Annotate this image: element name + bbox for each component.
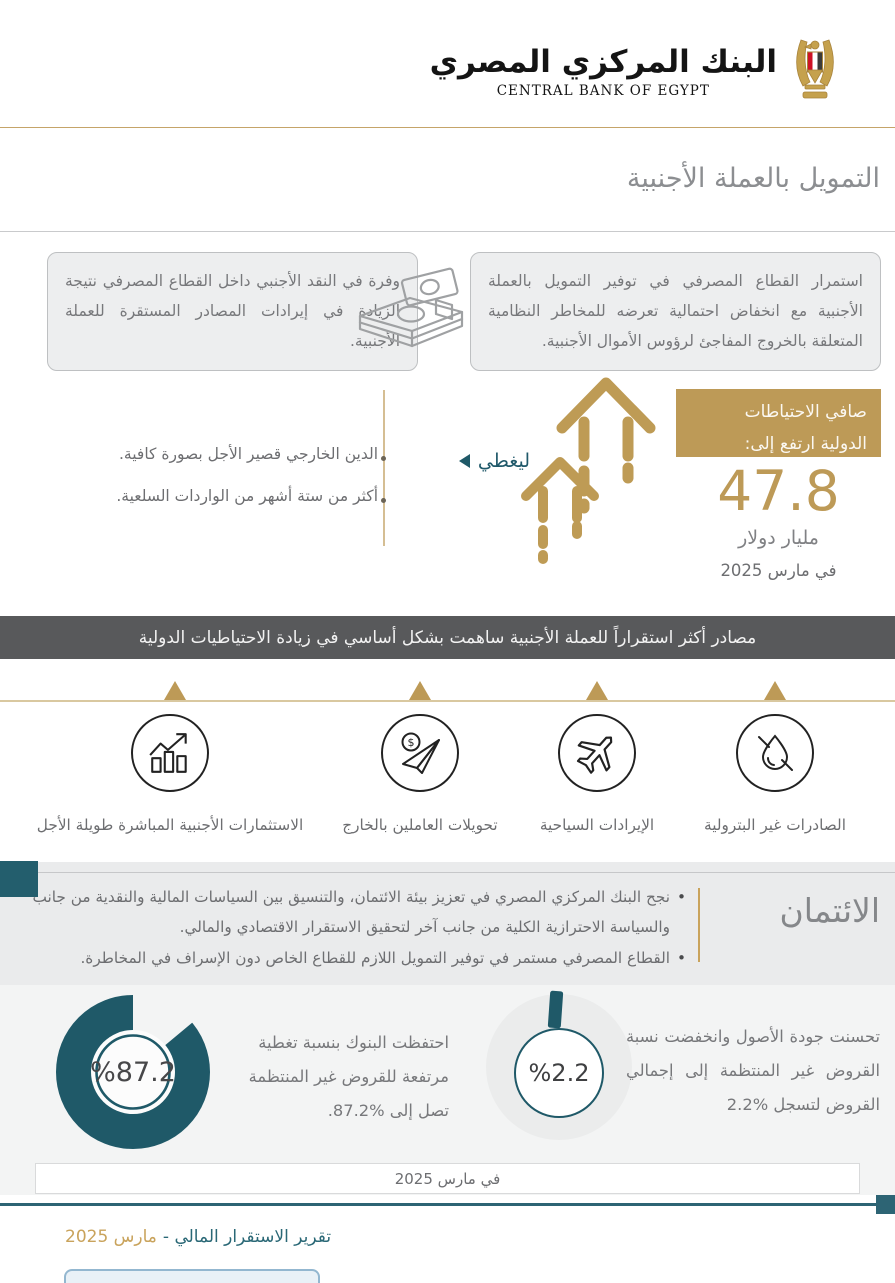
triangle-up-icon: [764, 681, 786, 700]
coverage-center-value: %87.2: [90, 1056, 176, 1088]
reserves-label-line2: الدولية ارتفع إلى:: [744, 434, 867, 455]
reserves-value: 47.8: [717, 459, 840, 523]
triangle-up-icon: [409, 681, 431, 700]
sources-banner: [0, 616, 895, 659]
source-label: الصادرات غير البترولية: [704, 816, 846, 834]
source-label: تحويلات العاملين بالخارج: [342, 816, 498, 834]
summary-box-right: استمرار القطاع المصرفي في توفير التمويل بالعملة الأجنبية مع انخفاض احتمالية تعرضه للمخاطر النظامية المتعلقة بالخروج المفاجئ لرؤوس الأموال الأجنبية.: [470, 252, 881, 371]
charts-date-text: في مارس 2025: [394, 1169, 501, 1188]
bank-name-english: CENTRAL BANK OF EGYPT: [496, 82, 710, 99]
source-label: الاستثمارات الأجنبية المباشرة طويلة الأجل: [36, 816, 304, 834]
cbe-logo-text: [430, 45, 777, 98]
footer-report-title: تقرير الاستقرار المالي -: [162, 1227, 332, 1247]
page-bottom-tab: [64, 1269, 320, 1283]
npl-center-value: %2.2: [528, 1059, 590, 1087]
covers-caption: [434, 450, 530, 472]
footer-teal-square: [876, 1195, 895, 1214]
source-label: الإيرادات السياحية: [539, 816, 655, 834]
oil-drop-crossed-icon: [736, 714, 814, 792]
charts-date-strip: [35, 1163, 860, 1194]
reserves-date: في مارس 2025: [720, 561, 837, 580]
summary-box-left: وفرة في النقد الأجنبي داخل القطاع المصرفي نتيجة الزيادة في إيرادات المصادر المستقرة للعملة الأجنبية.: [47, 252, 418, 371]
credit-bullet-1: • نجح البنك المركزي المصري في تعزيز بيئة الائتمان، والتنسيق بين السياسات المالية والنقدية من جانب والسياسة الاحترازية الكلية من جانب آخر لتحقيق الاستقرار الاقتصادي والمالي.: [28, 882, 686, 943]
reserves-bullet-rule: [383, 390, 385, 546]
sources-banner-text: مصادر أكثر استقراراً للعملة الأجنبية ساهمت بشكل أساسي في زيادة الاحتياطيات الدولية: [138, 627, 757, 648]
gold-divider-sources: [0, 700, 895, 702]
bank-name-arabic: البنك المركزي المصري: [429, 44, 777, 81]
npl-description: تحسنت جودة الأصول وانخفضت نسبة القروض غير المنتظمة إلى إجمالي القروض لتسجل %2.2: [626, 1027, 880, 1114]
credit-bullet-list: [28, 882, 686, 973]
bar-chart-growth-icon: [131, 714, 209, 792]
gold-divider-top: [0, 127, 895, 128]
triangle-up-icon: [586, 681, 608, 700]
credit-gold-divider: [698, 888, 700, 962]
credit-bullet-2: • القطاع المصرفي مستمر في توفير التمويل اللازم للقطاع الخاص دون الإسراف في المخاطرة.: [28, 943, 686, 973]
svg-text:$: $: [407, 736, 415, 749]
footer-report-date: مارس 2025: [65, 1227, 157, 1247]
bullet-dot: [381, 498, 386, 503]
reserves-unit: مليار دولار: [738, 527, 819, 549]
gray-divider: [0, 231, 895, 232]
covers-label: ليغطي: [477, 450, 530, 472]
footer-teal-rule: [0, 1203, 878, 1206]
reserves-bullet-2: أكثر من ستة أشهر من الواردات السلعية.: [116, 487, 378, 505]
credit-section-rule: [38, 872, 895, 873]
bullet-dot: [381, 456, 386, 461]
triangle-left-icon: [459, 454, 470, 468]
paper-plane-dollar-icon: [381, 714, 459, 792]
cbe-eagle-emblem-icon: [791, 38, 839, 106]
up-arrow-small-icon: [512, 452, 612, 591]
footer-caption: [65, 1227, 331, 1247]
source-foreign-direct-investment: [20, 714, 320, 834]
page-title: التمويل بالعملة الأجنبية: [626, 163, 880, 194]
reserves-gold-box: [676, 389, 881, 457]
reserves-label-line1: صافي الاحتياطات: [744, 402, 867, 422]
coverage-description: احتفظت البنوك بنسبة تغطية مرتفعة للقروض غير المنتظمة تصل إلى %87.2.: [248, 1033, 449, 1120]
banknotes-stack-icon: [352, 266, 468, 366]
cbe-logo: [430, 38, 839, 106]
triangle-up-icon: [164, 681, 186, 700]
credit-title: الائتمان: [779, 891, 880, 930]
npl-slice: [548, 991, 564, 1029]
reserves-bullet-1: الدين الخارجي قصير الأجل بصورة كافية.: [119, 445, 378, 463]
